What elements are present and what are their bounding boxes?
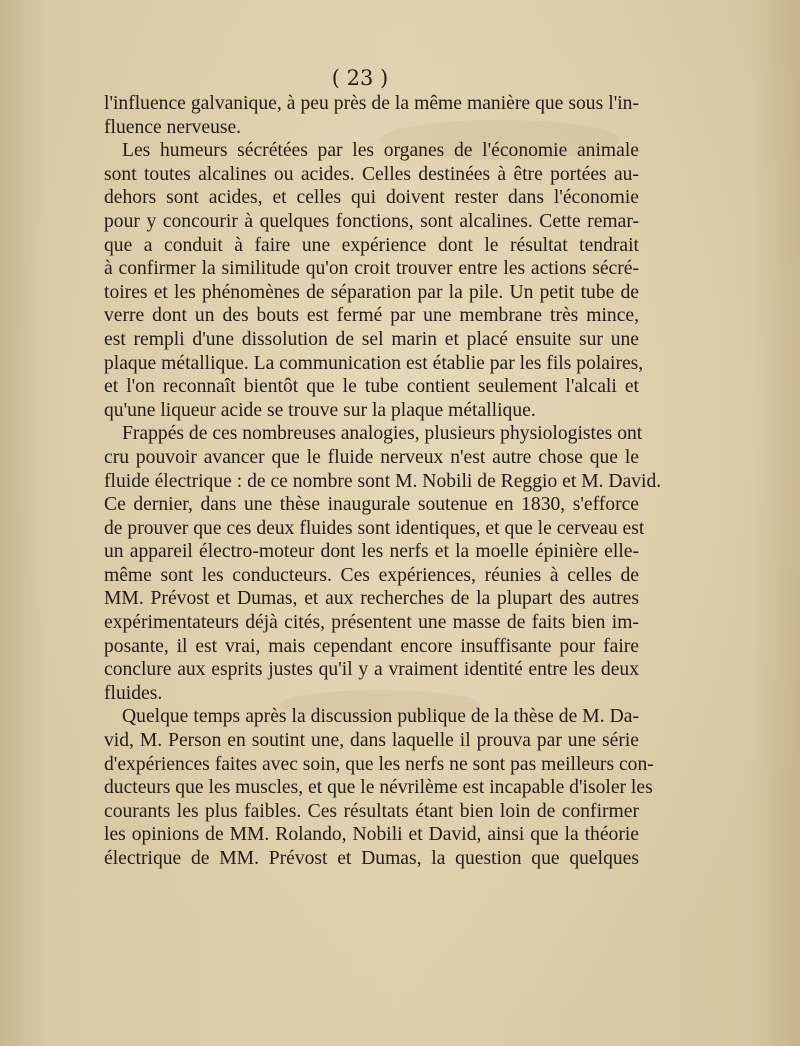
text-line: MM. Prévost et Dumas, et aux recherches de la plupart des autres: [104, 588, 639, 610]
text-line: fluides.: [104, 682, 163, 704]
text-line: Ce dernier, dans une thèse inaugurale soutenue en 1830, s'efforce: [104, 494, 639, 516]
text-line: sont toutes alcalines ou acides. Celles destinées à être portées au-: [104, 163, 639, 185]
text-line: un appareil électro-moteur dont les nerfs et la moelle épinière elle-: [104, 541, 639, 563]
text-line: vid, M. Person en soutint une, dans laquelle il prouva par une série: [104, 730, 639, 752]
text-line: verre dont un des bouts est fermé par une membrane très mince,: [104, 305, 639, 327]
paragraph: [104, 422, 662, 705]
text-line: Les humeurs sécrétées par les organes de l'économie animale: [122, 140, 639, 162]
text-line: expérimentateurs déjà cités, présentent une masse de faits bien im-: [104, 612, 639, 634]
text-line: plaque métallique. La communication est établie par les fils polaires,: [104, 352, 644, 374]
text-line: que a conduit à faire une expérience dont le résultat tendrait: [104, 234, 639, 256]
text-line: cru pouvoir avancer que le fluide nerveux n'est autre chose que le: [104, 446, 639, 468]
text-line: Quelque temps après la discussion publique de la thèse de M. Da-: [122, 706, 639, 728]
text-line: même sont les conducteurs. Ces expériences, réunies à celles de: [104, 564, 639, 586]
body-text: [104, 92, 662, 871]
text-line: qu'une liqueur acide se trouve sur la plaque métallique.: [104, 399, 536, 421]
page-number: ( 23 ): [331, 66, 389, 90]
text-line: et l'on reconnaît bientôt que le tube contient seulement l'alcali et: [104, 376, 639, 398]
text-line: l'influence galvanique, à peu près de la même manière que sous l'in-: [104, 93, 639, 114]
paragraph: [104, 139, 644, 422]
text-line: à confirmer la similitude qu'on croit trouver entre les actions sécré-: [104, 258, 639, 280]
text-line: les opinions de MM. Rolando, Nobili et David, ainsi que la théorie: [104, 824, 639, 846]
text-line: conclure aux esprits justes qu'il y a vraiment identité entre les deux: [104, 659, 639, 681]
text-line: Frappés de ces nombreuses analogies, plusieurs physiologistes ont: [122, 423, 643, 445]
text-line: fluide électrique : de ce nombre sont M. Nobili de Reggio et M. David.: [104, 470, 662, 492]
text-line: d'expériences faites avec soin, que les nerfs ne sont pas meilleurs con-: [104, 753, 654, 775]
text-line: électrique de MM. Prévost et Dumas, la question que quelques: [104, 848, 639, 869]
text-line: posante, il est vrai, mais cependant encore insuffisante pour faire: [104, 635, 639, 657]
paragraph: [104, 705, 654, 870]
text-line: courants les plus faibles. Ces résultats étant bien loin de confirmer: [104, 800, 639, 822]
text-line: est rempli d'une dissolution de sel marin et placé ensuite sur une: [104, 328, 639, 350]
text-line: toires et les phénomènes de séparation par la pile. Un petit tube de: [104, 281, 639, 303]
text-line: de prouver que ces deux fluides sont identiques, et que le cerveau est: [104, 517, 645, 539]
text-line: fluence nerveuse.: [104, 116, 242, 138]
text-line: dehors sont acides, et celles qui doivent rester dans l'économie: [104, 187, 639, 209]
paragraph: [104, 92, 639, 139]
text-line: pour y concourir à quelques fonctions, sont alcalines. Cette remar-: [104, 210, 639, 232]
text-line: ducteurs que les muscles, et que le névrilème est incapable d'isoler les: [104, 777, 653, 799]
